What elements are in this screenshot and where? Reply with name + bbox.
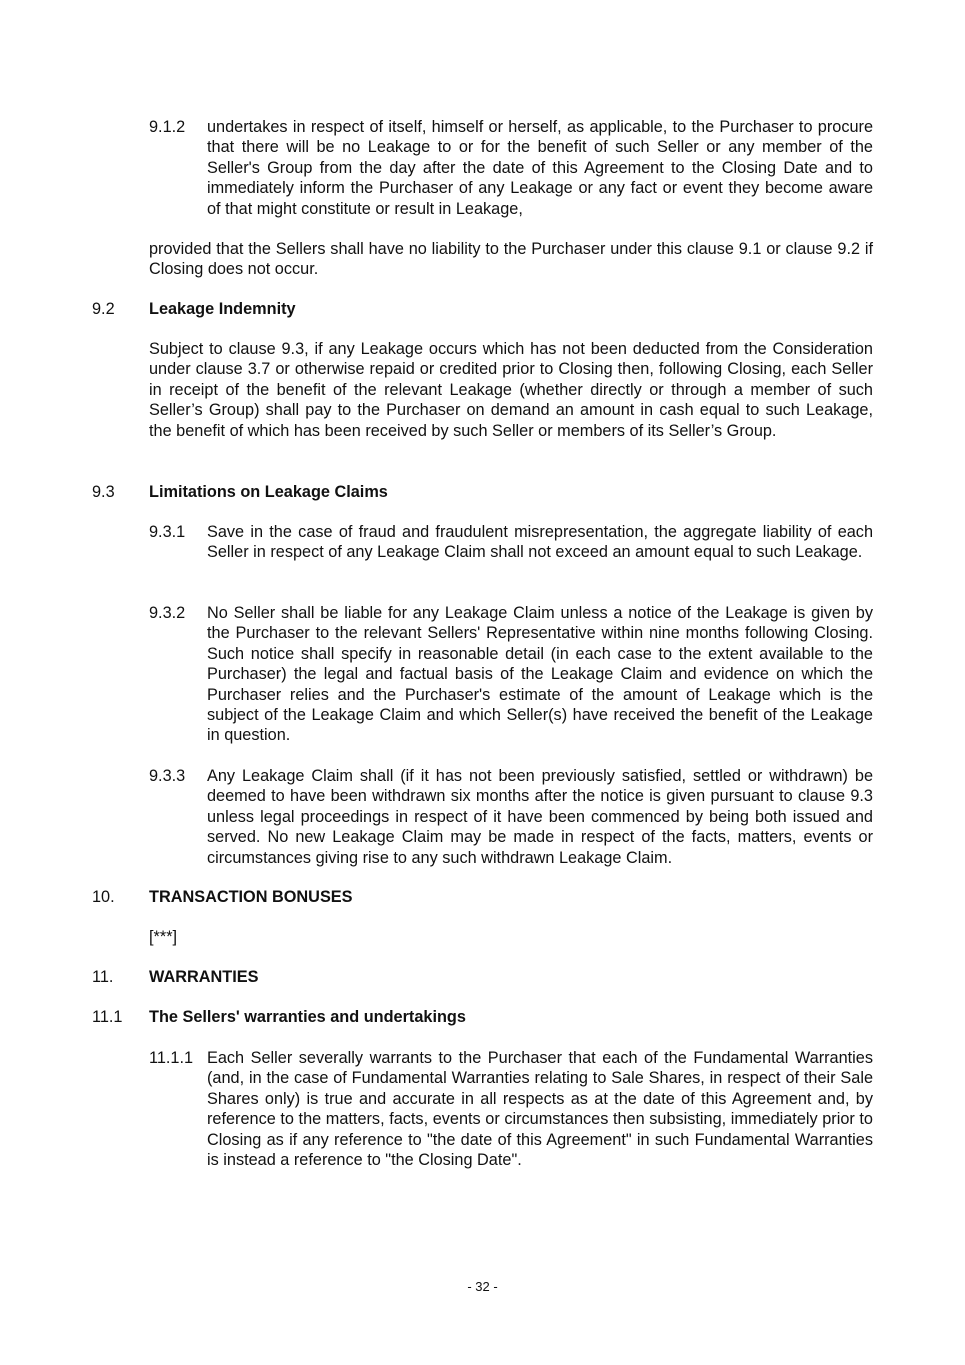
redacted-text: [***] (149, 928, 178, 946)
clause-number: 9.2 (92, 300, 115, 318)
clause-text: undertakes in respect of itself, himself or herself, as applicable, to the Purchaser to procure that there will be no Leakage to or for the benefit of such Seller or any member of the Seller's Group from the day after the date of this Agreement to the Closing Date and to immediately inform the Purchaser of any Leakage or any fact or event they become aware of that might constitute or result in Leakage, (207, 118, 873, 218)
clause-text: Any Leakage Claim shall (if it has not been previously satisfied, settled or withdrawn) be deemed to have been withdrawn six months after the notice is given pursuant to clause 9.3 unless legal proceedings in respect of it have been commenced by being both issued and served. No new Leakage Claim may be made in respect of the facts, matters, events or circumstances giving rise to any such withdrawn Leakage Claim. (207, 767, 873, 867)
section-heading: WARRANTIES (149, 968, 259, 986)
section-heading: TRANSACTION BONUSES (149, 888, 353, 906)
clause-number: 10. (92, 888, 115, 906)
clause-number: 9.3.3 (149, 767, 186, 785)
clause-number: 9.1.2 (149, 118, 186, 136)
clause-text: Save in the case of fraud and fraudulent misrepresentation, the aggregate liability of each Seller in respect of any Leakage Claim shall not exceed an amount equal to such Leakage. (207, 523, 873, 562)
clause-number: 9.3 (92, 483, 115, 501)
proviso-paragraph: provided that the Sellers shall have no liability to the Purchaser under this clause 9.1 or clause 9.2 if Closing does not occur. (149, 240, 873, 279)
clause-number: 9.3.2 (149, 604, 186, 622)
clause-number: 11.1.1 (149, 1049, 194, 1067)
clause-number: 11. (92, 968, 114, 986)
page-number: - 32 - (467, 1279, 498, 1294)
clause-number: 9.3.1 (149, 523, 186, 541)
clause-number: 11.1 (92, 1008, 123, 1026)
section-heading: The Sellers' warranties and undertakings (149, 1008, 466, 1026)
clause-text: No Seller shall be liable for any Leakage Claim unless a notice of the Leakage is given by the Purchaser to the relevant Sellers' Representative within nine months following Closing. Such notice shall specify in reasonable detail (in each case to the extent available to the Purchaser) the legal and factual basis of the Leakage Claim and evidence on which the Purchaser relies and the Purchaser's estimate of the amount of Leakage which is the subject of the Leakage Claim and which Seller(s) have received the benefit of the Leakage in question. (207, 604, 873, 745)
section-heading: Limitations on Leakage Claims (149, 483, 388, 501)
clause-text: Subject to clause 9.3, if any Leakage occurs which has not been deducted from the Consideration under clause 3.7 or otherwise repaid or credited prior to Closing then, following Closing, each Seller in receipt of the benefit of the relevant Leakage (whether directly or through a member of such Seller’s Group) shall pay to the Purchaser on demand an amount in cash equal to such Leakage, the benefit of which has been received by such Seller or members of its Seller’s Group. (149, 340, 873, 440)
section-heading: Leakage Indemnity (149, 300, 296, 318)
clause-text: Each Seller severally warrants to the Purchaser that each of the Fundamental Warranties (and, in the case of Fundamental Warranties relating to Sale Shares, in respect of their Sale Shares only) is true and accurate in all respects as at the date of this Agreement and, by reference to the matters, facts, events or circumstances then subsisting, immediately prior to Closing as if any reference to "the date of this Agreement" in such Fundamental Warranties is instead a reference to "the Closing Date". (207, 1049, 873, 1170)
